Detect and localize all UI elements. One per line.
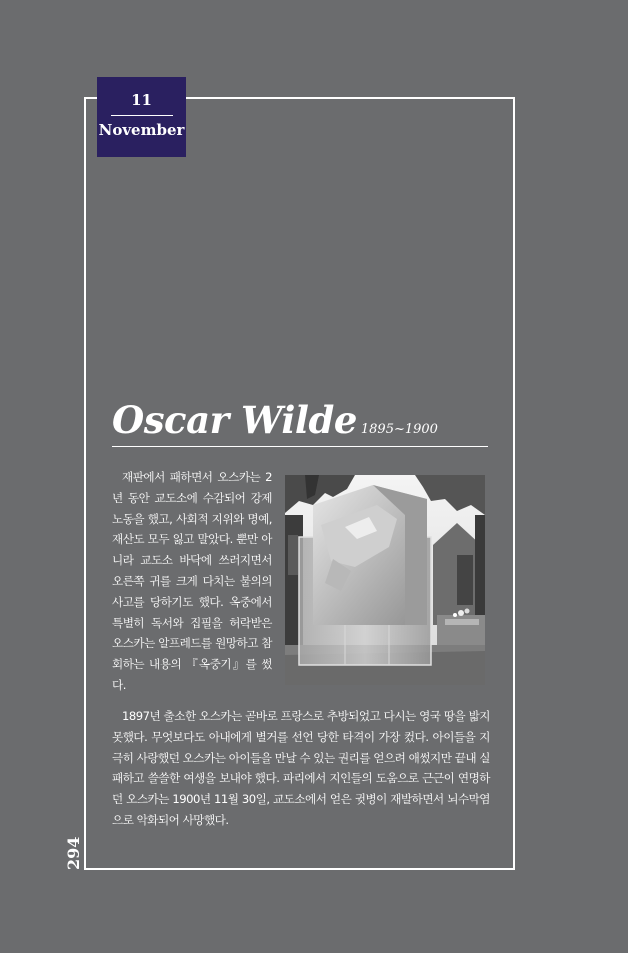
date-divider xyxy=(111,115,173,116)
date-day: 11 xyxy=(131,91,152,109)
body-paragraph-2: 1897년 출소한 오스카는 곧바로 프랑스로 추방되었고 다시는 영국 땅을 밟지 못했다. 무엇보다도 아내에게 별거를 선언 당한 타격이 가장 컸다. 아이들을 지극히 사랑했던 오스카는 아이들을 만날 수 있는 권리를 얻으려 애썼지만 끝내 실패하고 쓸쓸한 여생을 보내야 했다. 파리에서 지인들의 도움으로 근근이 연명하던 오스카는 1900년 11월 30일, 교도소에서 얻은 귓병이 재발하면서 뇌수막염으로 악화되어 사망했다. xyxy=(112,709,490,827)
title-underline xyxy=(112,446,488,447)
title-years: 1895~1900 xyxy=(360,422,438,437)
title-name: Oscar Wilde xyxy=(112,398,357,442)
body-paragraph-1: 재판에서 패하면서 오스카는 2년 동안 교도소에 수감되어 강제노동을 했고, 사회적 지위와 명예, 재산도 모두 잃고 말았다. 뿐만 아니라 교도소 바닥에 쓰러지면서 오른쪽 귀를 크게 다치는 불의의 사고를 당하기도 했다. 옥중에서 특별히 독서와 집필을 허락받은 오스카는 알프레드를 원망하고 참회하는 내용의 『옥중기』를 썼다. xyxy=(112,470,272,692)
date-month: November xyxy=(98,121,185,139)
tomb-photo-image xyxy=(285,475,485,685)
article-title xyxy=(112,398,488,444)
page-number: 294 xyxy=(64,836,83,870)
tomb-photo xyxy=(285,475,485,685)
date-badge xyxy=(97,77,186,157)
